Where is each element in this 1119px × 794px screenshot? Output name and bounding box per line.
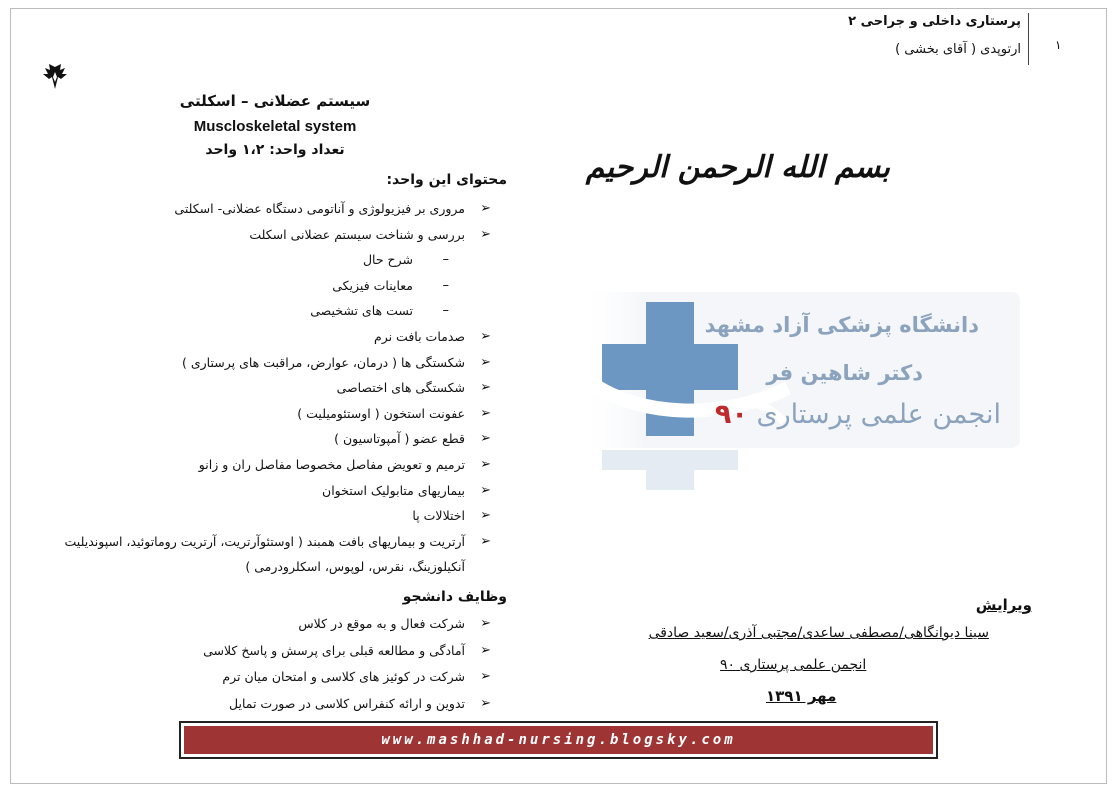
- arrow-bullet-icon: ➢: [480, 405, 491, 421]
- page-number: ۱: [1055, 38, 1062, 52]
- edit-heading: ویرایش: [975, 596, 1032, 614]
- arrow-bullet-icon: ➢: [480, 669, 491, 684]
- system-title-fa: سیستم عضلانی – اسکلتی: [179, 92, 371, 110]
- duty-item: [0, 664, 491, 691]
- arrow-bullet-icon: ➢: [480, 431, 491, 447]
- content-item-text: شکستگی های اختصاصی: [336, 380, 465, 396]
- content-list: [0, 196, 491, 580]
- content-item: [0, 554, 491, 580]
- content-item: [0, 298, 491, 324]
- arrow-bullet-icon: ➢: [480, 616, 491, 631]
- duty-item-text: شرکت در کوئیز های کلاسی و امتحان میان ترم: [222, 669, 465, 684]
- content-item: [0, 375, 491, 401]
- content-item: [0, 350, 491, 376]
- content-item: [0, 324, 491, 350]
- university-emblem-icon: [41, 63, 69, 91]
- content-item-text: آرتریت و بیماریهای بافت همبند ( اوستئوآرتریت، آرتریت روماتوئید، اسپوندیلیت: [64, 533, 465, 549]
- content-item-text: بیماریهای متابولیک استخوان: [322, 482, 465, 498]
- content-item: [0, 222, 491, 248]
- duty-item: [0, 691, 491, 718]
- content-item-text: اختلالات پا: [412, 508, 465, 524]
- arrow-bullet-icon: ➢: [480, 201, 491, 216]
- content-item-text: بررسی و شناخت سیستم عضلانی اسکلت: [249, 226, 465, 242]
- banner-doctor: دکتر شاهین فر: [766, 361, 923, 385]
- arrow-bullet-icon: ➢: [480, 380, 491, 396]
- banner-reflection: [578, 450, 1020, 502]
- content-item-text: صدمات بافت نرم: [373, 328, 465, 344]
- arrow-bullet-icon: ➢: [480, 642, 491, 658]
- dash-bullet-icon: –: [442, 277, 449, 293]
- editors-list: سینا دیوانگاهی/مصطفی ساعدی/مجتبی آذری/سعید صادقی: [648, 625, 989, 641]
- content-item-text: معاینات فیزیکی: [332, 277, 413, 293]
- arrow-bullet-icon: ➢: [480, 226, 491, 242]
- duty-item: [0, 638, 491, 665]
- dash-bullet-icon: –: [442, 303, 449, 319]
- content-item: [0, 452, 491, 478]
- unit-count: تعداد واحد: ۱،۲ واحد: [205, 142, 345, 158]
- content-item-text: آنکیلوزینگ، نقرس، لوپوس، اسکلرودرمی ): [245, 559, 465, 575]
- content-item-text: ترمیم و تعویض مفاصل مخصوصا مفاصل ران و زانو: [198, 456, 465, 472]
- content-item: [0, 503, 491, 529]
- duty-item: [0, 611, 491, 638]
- content-item-text: مروری بر فیزیولوژی و آناتومی دستگاه عضلانی- اسکلتی: [174, 201, 465, 216]
- footer-url[interactable]: www.mashhad-nursing.blogsky.com: [184, 726, 933, 754]
- content-item-text: تست های تشخیصی: [310, 303, 413, 319]
- content-item: [0, 426, 491, 452]
- arrow-bullet-icon: ➢: [480, 328, 491, 344]
- banner-university: دانشگاه پزشکی آزاد مشهد: [704, 313, 979, 337]
- content-item: [0, 529, 491, 555]
- arrow-bullet-icon: ➢: [480, 354, 491, 370]
- system-title-en: Muscloskeletal system: [193, 118, 357, 135]
- arrow-bullet-icon: ➢: [480, 482, 491, 498]
- content-item-text: قطع عضو ( آمپوتاسیون ): [334, 431, 465, 447]
- content-item: [0, 196, 491, 222]
- arrow-bullet-icon: ➢: [480, 508, 491, 524]
- course-subtitle: ارتوپدی ( آقای بخشی ): [895, 42, 1021, 57]
- content-item: [0, 273, 491, 299]
- edit-date: مهر ۱۳۹۱: [766, 687, 837, 705]
- arrow-bullet-icon: ➢: [480, 533, 491, 549]
- edit-association: انجمن علمی پرستاری ۹۰: [720, 657, 867, 673]
- content-heading: محتوای این واحد:: [386, 172, 507, 188]
- content-item-text: عفونت استخون ( اوستئومیلیت ): [297, 405, 465, 421]
- content-item-text: شرح حال: [362, 252, 413, 268]
- duties-heading: وظایف دانشجو: [402, 589, 507, 605]
- content-item: [0, 401, 491, 427]
- content-item: [0, 247, 491, 273]
- duties-list: [0, 611, 491, 717]
- dash-bullet-icon: –: [442, 252, 449, 268]
- arrow-bullet-icon: ➢: [480, 456, 491, 472]
- banner-association: [715, 399, 1001, 430]
- content-item-text: شکستگی ها ( درمان، عوارض، مراقبت های پرستاری ): [182, 354, 465, 370]
- banner-association-label: انجمن علمی پرستاری: [756, 399, 1001, 430]
- content-item: [0, 478, 491, 504]
- basmala-calligraphy: بسم الله الرحمن الرحیم: [585, 150, 890, 185]
- arrow-bullet-icon: ➢: [480, 695, 491, 711]
- banner-association-number: ۹۰: [714, 399, 748, 430]
- duty-item-text: شرکت فعال و به موقع در کلاس: [298, 616, 465, 631]
- header-divider: [1028, 13, 1029, 65]
- duty-item-text: آمادگی و مطالعه قبلی برای پرسش و پاسخ کلاسی: [203, 642, 465, 658]
- duty-item-text: تدوین و ارائه کنفراس کلاسی در صورت تمایل: [229, 695, 465, 711]
- course-title: پرستاری داخلی و جراحی ۲: [848, 14, 1021, 29]
- footer-url-box: [179, 721, 938, 759]
